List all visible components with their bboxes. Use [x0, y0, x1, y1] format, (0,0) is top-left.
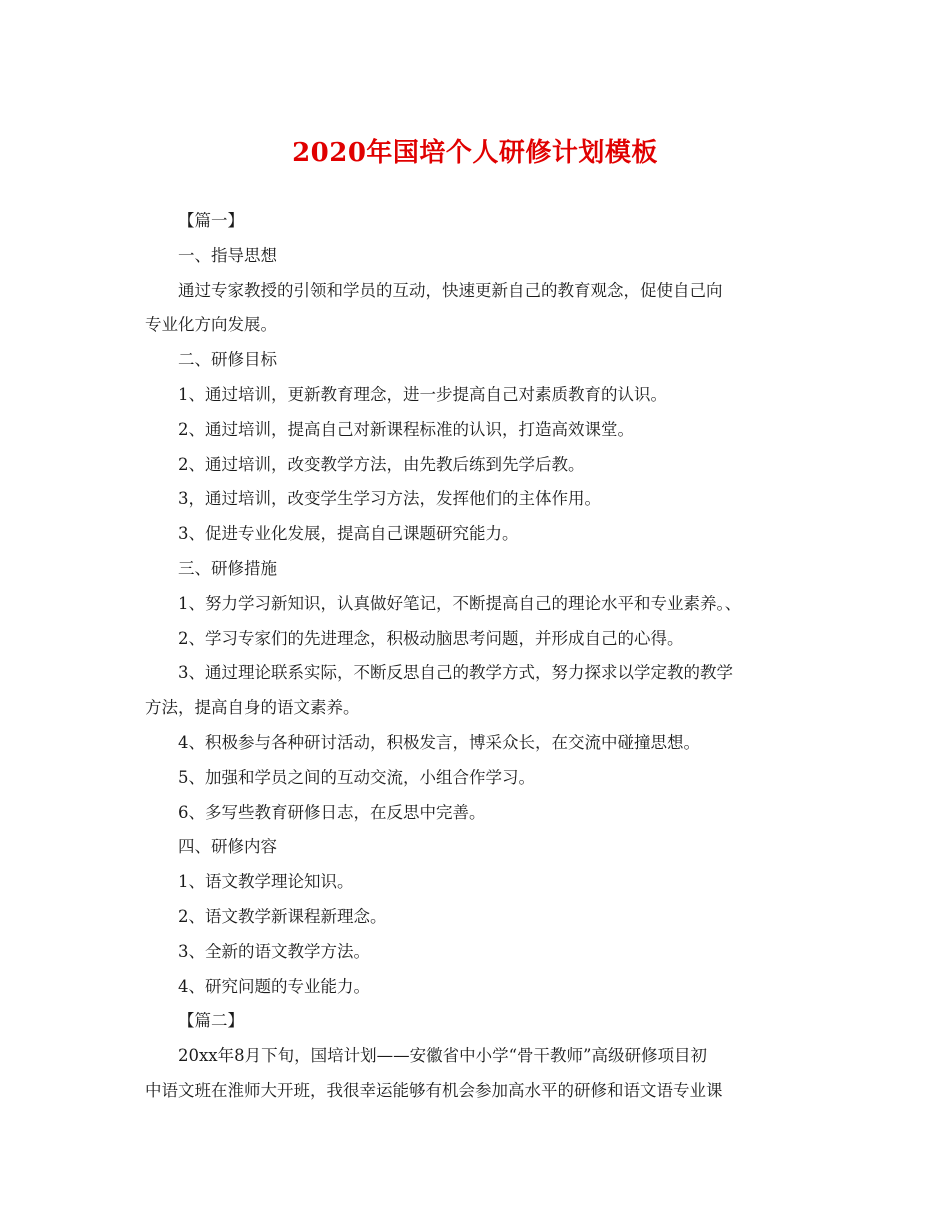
paragraph-line: 6、多写些教育研修日志，在反思中完善。: [178, 802, 486, 822]
paragraph-line: 1、语文教学理论知识。: [178, 872, 354, 892]
paragraph-line: 专业化方向发展。: [145, 315, 277, 335]
paragraph-line: 2、学习专家们的先进理念，积极动脑思考问题，并形成自己的心得。: [178, 628, 684, 648]
paragraph-line: 4、研究问题的专业能力。: [178, 976, 370, 996]
document-body: [145, 204, 810, 1109]
paragraph-line: 1、通过培训，更新教育理念，进一步提高自己对素质教育的认识。: [178, 384, 667, 404]
paragraph-line: 1、努力学习新知识，认真做好笔记，不断提高自己的理论水平和专业素养。、: [178, 593, 742, 613]
document-title: 2020年国培个人研修计划模板: [292, 138, 658, 168]
paragraph-line: 2、语文教学新课程新理念。: [178, 906, 387, 926]
paragraph-line: 3、全新的语文教学方法。: [178, 941, 370, 961]
paragraph-line: 3，通过培训，改变学生学习方法，发挥他们的主体作用。: [178, 489, 601, 509]
paragraph-line: 4、积极参与各种研讨活动，积极发言，博采众长，在交流中碰撞思想。: [178, 732, 700, 752]
paragraph-line: 一、指导思想: [178, 245, 277, 265]
paragraph-line: 【篇一】: [178, 211, 244, 230]
paragraph-line: 通过专家教授的引领和学员的互动，快速更新自己的教育观念，促使自己向: [178, 280, 723, 300]
paragraph-line: 3、促进专业化发展，提高自己课题研究能力。: [178, 524, 519, 544]
paragraph-line: 中语文班在淮师大开班，我很幸运能够有机会参加高水平的研修和语文语专业课: [145, 1080, 723, 1100]
paragraph-line: 方法，提高自身的语文素养。: [145, 698, 360, 718]
paragraph-line: 3、通过理论联系实际，不断反思自己的教学方式，努力探求以学定教的教学: [178, 663, 733, 683]
paragraph-line: 5、加强和学员之间的互动交流，小组合作学习。: [178, 767, 535, 787]
paragraph-line: 【篇二】: [178, 1011, 244, 1031]
paragraph-line: 四、研修内容: [178, 837, 277, 857]
paragraph-line: 二、研修目标: [178, 350, 277, 370]
paragraph-line: 三、研修措施: [178, 558, 277, 578]
paragraph-line: 20xx年8月下旬，国培计划——安徽省中小学“骨干教师”高级研修项目初: [178, 1046, 707, 1066]
paragraph-line: 2、通过培训，提高自己对新课程标准的认识，打造高效课堂。: [178, 419, 634, 439]
paragraph-line: 2、通过培训，改变教学方法，由先教后练到先学后教。: [178, 454, 585, 474]
